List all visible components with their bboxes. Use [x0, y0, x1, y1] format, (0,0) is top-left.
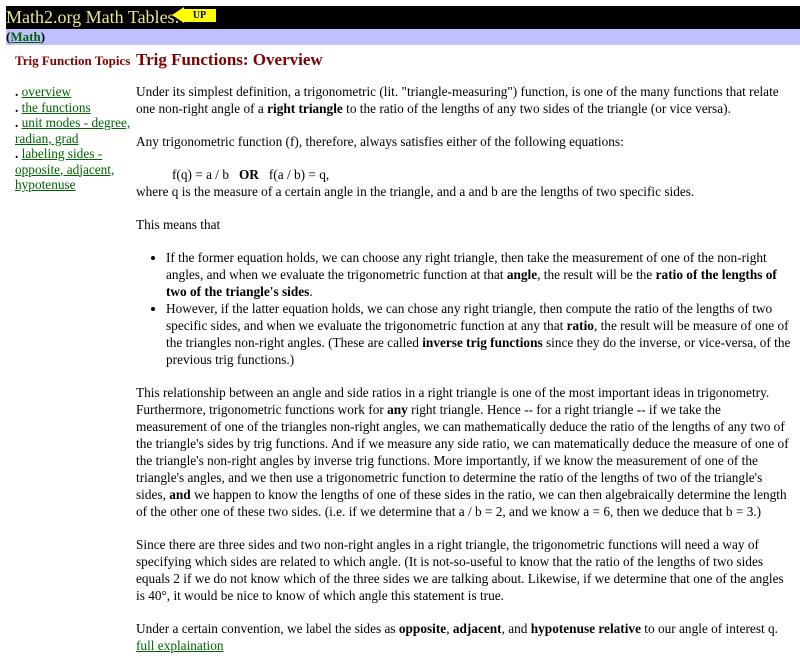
text: we happen to know the lengths of one of these sides in the ratio, we can then algebraically determine the length of the other one of these two sides. (i.e. if we determine that a / b = 2, and we know a = 6, then we deduce that b = 3.)	[136, 487, 787, 519]
header-bar	[6, 6, 800, 29]
bold-text: and	[169, 487, 191, 502]
sidebar-item: . the functions	[15, 99, 91, 115]
text: Since there are three sides and two non-right angles in a right triangle, the trigonometric functions will need a way of specifying which sides are related to which angle. (It is not-so-useful to know that the ratio of the lengths of two sides equals 2 if we do not know which of the three sides we are talking about. Likewise, if we determine that one of the angles is 40°, it would be nice to know of which angle this statement is true.	[136, 537, 784, 603]
bullet-list	[136, 249, 792, 368]
bold-text: opposite	[398, 621, 447, 636]
sidebar-link-unit-modes[interactable]: unit modes - degree, radian, grad	[15, 115, 131, 146]
text: since they do the inverse, or vice-versa, of the previous trig functions.)	[166, 335, 791, 367]
text: to the ratio of the lengths of any two sides of the triangle (or vice versa).	[342, 101, 731, 116]
bold-text: relative	[598, 621, 641, 636]
text: f(a / b) = q,	[258, 167, 330, 182]
up-label: UP	[183, 9, 216, 22]
math-link[interactable]: Math	[10, 29, 41, 44]
bold-text: inverse trig functions	[422, 335, 543, 350]
text: This relationship between an angle and side ratios in a right triangle is one of the most important ideas in trigonometry. Furthermore, trigonometric functions work for	[136, 385, 770, 417]
paragraph	[136, 183, 792, 200]
bold-text: angle	[506, 267, 538, 282]
sidebar-link-overview[interactable]: overview	[21, 84, 72, 99]
paragraph	[136, 83, 792, 117]
text: where q is the measure of a certain angle in the triangle, and a and b are the lengths of two specific sides.	[136, 184, 695, 199]
paragraph	[136, 536, 792, 604]
text: , and	[501, 621, 531, 636]
text: f(q) = a / b	[172, 167, 239, 182]
bold-text: hypotenuse	[530, 621, 596, 636]
list-item	[166, 249, 792, 300]
paren: )	[40, 29, 46, 44]
paragraph	[136, 620, 792, 654]
text: ,	[446, 621, 453, 636]
sidebar-item: . labeling sides - opposite, adjacent, hypotenuse	[15, 146, 115, 192]
text: This means that	[136, 217, 221, 232]
page-title: Trig Functions: Overview	[136, 50, 323, 69]
site-title: Math2.org Math Tables:	[6, 7, 180, 27]
sidebar-title: Trig Function Topics	[15, 53, 131, 68]
bold-text: right triangle	[267, 101, 343, 116]
text: .	[309, 284, 313, 299]
text: , the result will be the	[537, 267, 656, 282]
bold-text: adjacent	[452, 621, 502, 636]
text: However, if the latter equation holds, we can chose any right triangle, then compute the ratio of the lengths of two specific sides, and when we evaluate the trigonometric function at any that	[166, 301, 773, 333]
text: right triangle. Hence -- for a right triangle -- if we take the measurement of one of the triangles non-right angles, we can mathematically deduce the ratio of the lengths of any two of the triangle's sides by trig functions. And if we measure any side ratio, we can matematically deduce the measure of one of the triangle's non-right angles by inverse trig functions. More importantly, if we know the measurement of one of the triangle's angles, and we then use a trigonometric function to determine the ratio of the lengths of two of the triangle's sides,	[136, 402, 789, 502]
paragraph	[136, 133, 792, 150]
paragraph	[136, 216, 792, 233]
text: Under a certain convention, we label the sides as	[136, 621, 399, 636]
bold-text: OR	[238, 167, 259, 182]
text: Under its simplest definition, a trigonometric (lit. "triangle-measuring") function, is one of the many functions that relate one non-right angle of a	[136, 84, 779, 116]
sidebar-link-functions[interactable]: the functions	[21, 99, 91, 115]
main-content	[136, 51, 792, 670]
sidebar	[15, 53, 133, 193]
bold-text: ratio	[566, 318, 594, 333]
sidebar-link-labeling-sides[interactable]: labeling sides - opposite, adjacent, hypotenuse	[15, 146, 115, 192]
paragraph	[136, 384, 792, 520]
full-explanation-link[interactable]: full explaination	[136, 638, 224, 653]
list-item	[166, 300, 792, 368]
sidebar-item: . unit modes - degree, radian, grad	[15, 115, 131, 146]
text: Any trigonometric function (f), therefore, always satisfies either of the following equations:	[136, 134, 624, 149]
text: , the result will be measure of one of the triangles non-right angles. (These are called	[166, 318, 789, 350]
text: If the former equation holds, we can choose any right triangle, then take the measurement of one of the non-right angles, and when we evaluate the trigonometric function at that	[166, 250, 767, 282]
up-button[interactable]	[172, 7, 218, 24]
sidebar-item: . overview	[15, 84, 72, 99]
paren: (	[6, 29, 11, 44]
bold-text: any	[387, 402, 408, 417]
bold-text: ratio of the lengths of two of the triangle's sides	[166, 267, 777, 299]
text: to our angle of interest q.	[640, 621, 778, 636]
breadcrumb	[6, 29, 800, 45]
equation	[136, 166, 792, 183]
